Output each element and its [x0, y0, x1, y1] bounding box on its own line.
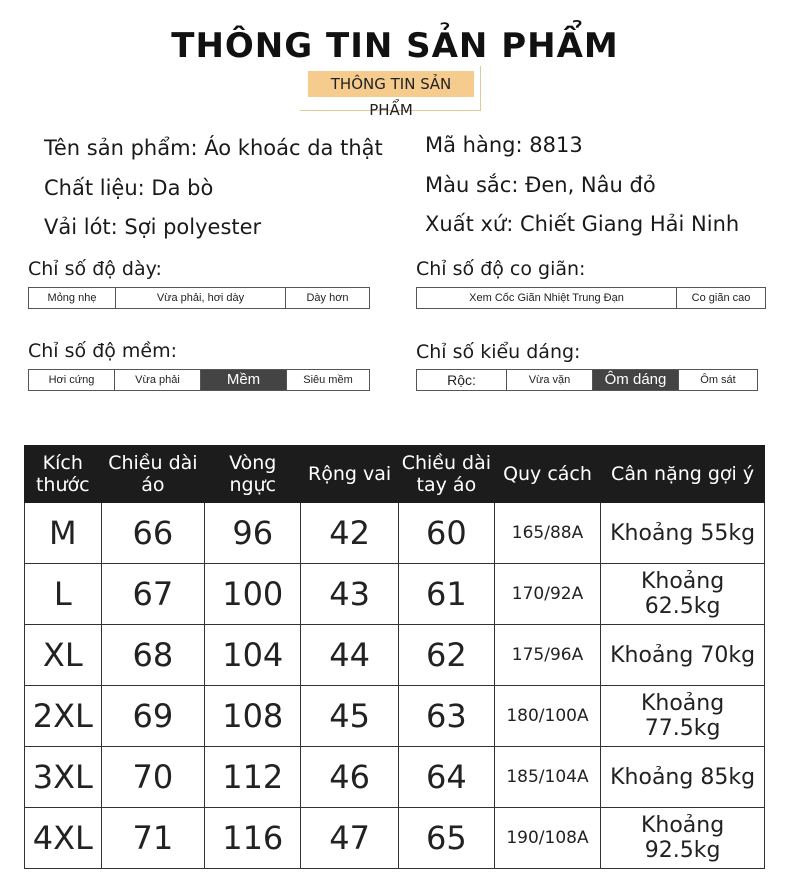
- cell-shoulder: 47: [301, 808, 399, 869]
- stretch-scale: [416, 287, 766, 309]
- fit-scale: [416, 369, 758, 391]
- info-product-name: Tên sản phẩm: Áo khoác da thật: [44, 136, 383, 160]
- cell-size: XL: [25, 625, 102, 686]
- cell-sleeve: 63: [398, 686, 494, 747]
- header-length: Chiều dài áo: [101, 446, 205, 503]
- cell-length: 70: [101, 747, 205, 808]
- header-chest: Vòng ngực: [205, 446, 301, 503]
- cell-chest: 116: [205, 808, 301, 869]
- cell-sleeve: 61: [398, 564, 494, 625]
- fit-option-tight: Ôm sát: [700, 374, 736, 386]
- cell-length: 67: [101, 564, 205, 625]
- cell-size: M: [25, 503, 102, 564]
- cell-size: L: [25, 564, 102, 625]
- cell-length: 69: [101, 686, 205, 747]
- header-sleeve: Chiều dài tay áo: [398, 446, 494, 503]
- cell-spec: 180/100A: [494, 686, 600, 747]
- thickness-scale: [28, 287, 370, 309]
- cell-sleeve: 65: [398, 808, 494, 869]
- page-title: THÔNG TIN SẢN PHẨM: [171, 26, 619, 66]
- cell-spec: 170/92A: [494, 564, 600, 625]
- cell-sleeve: 64: [398, 747, 494, 808]
- header-spec: Quy cách: [494, 446, 600, 503]
- section-badge: [300, 66, 490, 119]
- cell-spec: 175/96A: [494, 625, 600, 686]
- cell-length: 71: [101, 808, 205, 869]
- info-lining: Vải lót: Sợi polyester: [44, 215, 262, 239]
- fit-option-loose: Rộc:: [417, 370, 507, 390]
- cell-chest: 96: [205, 503, 301, 564]
- table-row: [25, 808, 765, 869]
- fit-option-regular: Vừa vặn: [507, 370, 593, 390]
- cell-spec: 185/104A: [494, 747, 600, 808]
- table-row: [25, 747, 765, 808]
- info-origin: Xuất xứ: Chiết Giang Hải Ninh: [425, 212, 740, 236]
- cell-chest: 112: [205, 747, 301, 808]
- header-size: Kích thước: [25, 446, 102, 503]
- cell-shoulder: 45: [301, 686, 399, 747]
- cell-size: 3XL: [25, 747, 102, 808]
- fit-option-slim: Ôm dáng: [593, 370, 679, 390]
- stretch-option-medium: Xem Cốc Giãn Nhiệt Trung Đạn: [417, 288, 677, 308]
- cell-shoulder: 42: [301, 503, 399, 564]
- softness-option-soft: Mềm: [201, 370, 287, 390]
- softness-option-stiff: Hơi cứng: [29, 370, 115, 390]
- cell-spec: 190/108A: [494, 808, 600, 869]
- thickness-label: Chỉ số độ dày:: [28, 258, 162, 280]
- stretch-label: Chỉ số độ co giãn:: [416, 258, 586, 280]
- thickness-option-thin: Mỏng nhẹ: [29, 288, 116, 308]
- cell-weight: Khoảng 70kg: [601, 625, 765, 686]
- header-weight: Cân nặng gợi ý: [601, 446, 765, 503]
- cell-spec: 165/88A: [494, 503, 600, 564]
- stretch-option-high: Co giãn cao: [691, 292, 751, 304]
- cell-size: 2XL: [25, 686, 102, 747]
- softness-label: Chỉ số độ mềm:: [28, 340, 178, 362]
- info-colors: Màu sắc: Đen, Nâu đỏ: [425, 173, 656, 197]
- cell-shoulder: 44: [301, 625, 399, 686]
- cell-size: 4XL: [25, 808, 102, 869]
- table-row: [25, 686, 765, 747]
- thickness-option-thick: Dày hơn: [306, 292, 349, 304]
- size-table: [24, 445, 765, 869]
- thickness-option-medium: Vừa phải, hơi dày: [116, 288, 286, 308]
- size-table-header-row: [25, 446, 765, 503]
- table-row: [25, 503, 765, 564]
- softness-option-super-soft: Siêu mềm: [303, 374, 353, 386]
- cell-sleeve: 62: [398, 625, 494, 686]
- softness-scale: [28, 369, 370, 391]
- fit-label: Chỉ số kiểu dáng:: [416, 341, 581, 363]
- table-row: [25, 625, 765, 686]
- header-shoulder: Rộng vai: [301, 446, 399, 503]
- info-item-code: Mã hàng: 8813: [425, 133, 583, 157]
- cell-chest: 108: [205, 686, 301, 747]
- cell-shoulder: 46: [301, 747, 399, 808]
- cell-length: 66: [101, 503, 205, 564]
- cell-length: 68: [101, 625, 205, 686]
- cell-weight: Khoảng 92.5kg: [601, 808, 765, 869]
- table-row: [25, 564, 765, 625]
- cell-weight: Khoảng 62.5kg: [601, 564, 765, 625]
- cell-chest: 100: [205, 564, 301, 625]
- cell-weight: Khoảng 77.5kg: [601, 686, 765, 747]
- cell-chest: 104: [205, 625, 301, 686]
- cell-weight: Khoảng 85kg: [601, 747, 765, 808]
- cell-shoulder: 43: [301, 564, 399, 625]
- info-material: Chất liệu: Da bò: [44, 176, 214, 200]
- softness-option-medium: Vừa phải: [115, 370, 201, 390]
- section-badge-label: THÔNG TIN SẢN PHẨM: [308, 71, 474, 97]
- cell-sleeve: 60: [398, 503, 494, 564]
- cell-weight: Khoảng 55kg: [601, 503, 765, 564]
